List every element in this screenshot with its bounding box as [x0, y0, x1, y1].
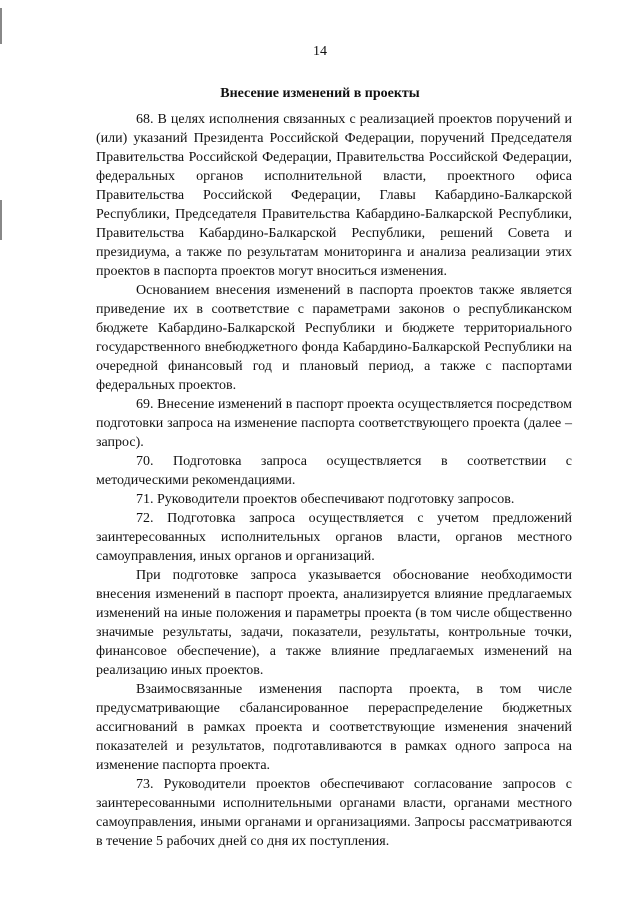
paragraph-grounds: Основанием внесения изменений в паспорта проектов также является приведение их в соответствие с параметрами законов о республиканском бюджете Кабардино-Балкарской Республики и бюджете территориального государственного внебюджетного фонда Кабардино-Балкарской Республики на очередной финансовый год и плановый период, а также с паспортами федеральных проектов. — [96, 283, 572, 393]
document-body — [96, 110, 572, 851]
scan-edge-mark — [0, 8, 2, 44]
paragraph-related-changes: Взаимосвязанные изменения паспорта проекта, в том числе предусматривающие сбалансированное перераспределение бюджетных ассигнований в рамках проекта и соответствующие изменения значений показателей и результатов, подготавливаются в рамках одного запроса на изменение паспорта проекта. — [96, 682, 572, 773]
paragraph-68: 68. В целях исполнения связанных с реализацией проектов поручений и (или) указаний Президента Российской Федерации, поручений Председателя Правительства Российской Федерации, Правительства Российской Федерации, федеральных органов исполнительной власти, проектного офиса Правительства Российской Федерации, Главы Кабардино-Балкарской Республики, Председателя Правительства Кабардино-Балкарской Республики, Правительства Кабардино-Балкарской Республики, решений Совета и президиума, а также по результатам мониторинга и анализа реализации этих проектов в паспорта проектов могут вноситься изменения. — [96, 112, 572, 279]
paragraph-73: 73. Руководители проектов обеспечивают согласование запросов с заинтересованными исполнительными органами власти, органами местного самоуправления, иными органами и организациями. Запросы рассматриваются в течение 5 рабочих дней со дня их поступления. — [96, 777, 572, 849]
paragraph-69: 69. Внесение изменений в паспорт проекта осуществляется посредством подготовки запроса на изменение паспорта соответствующего проекта (далее – запрос). — [96, 397, 572, 450]
scan-edge-mark — [0, 200, 2, 240]
paragraph-71: 71. Руководители проектов обеспечивают подготовку запросов. — [136, 492, 515, 507]
paragraph-72: 72. Подготовка запроса осуществляется с учетом предложений заинтересованных исполнительных органов власти, органов местного самоуправления, иных органов и организаций. — [96, 511, 572, 564]
paragraph-justification: При подготовке запроса указывается обоснование необходимости внесения изменений в паспорт проекта, анализируется влияние предлагаемых изменений на иные положения и параметры проекта (в том числе общественно значимые результаты, задачи, показатели, результаты, контрольные точки, финансовое обеспечение), а также влияние предлагаемых изменений на реализацию иных проектов. — [96, 568, 572, 678]
section-title: Внесение изменений в проекты — [220, 86, 420, 101]
paragraph-70: 70. Подготовка запроса осуществляется в соответствии с методическими рекомендациями. — [96, 454, 572, 488]
page-number: 14 — [313, 44, 327, 59]
